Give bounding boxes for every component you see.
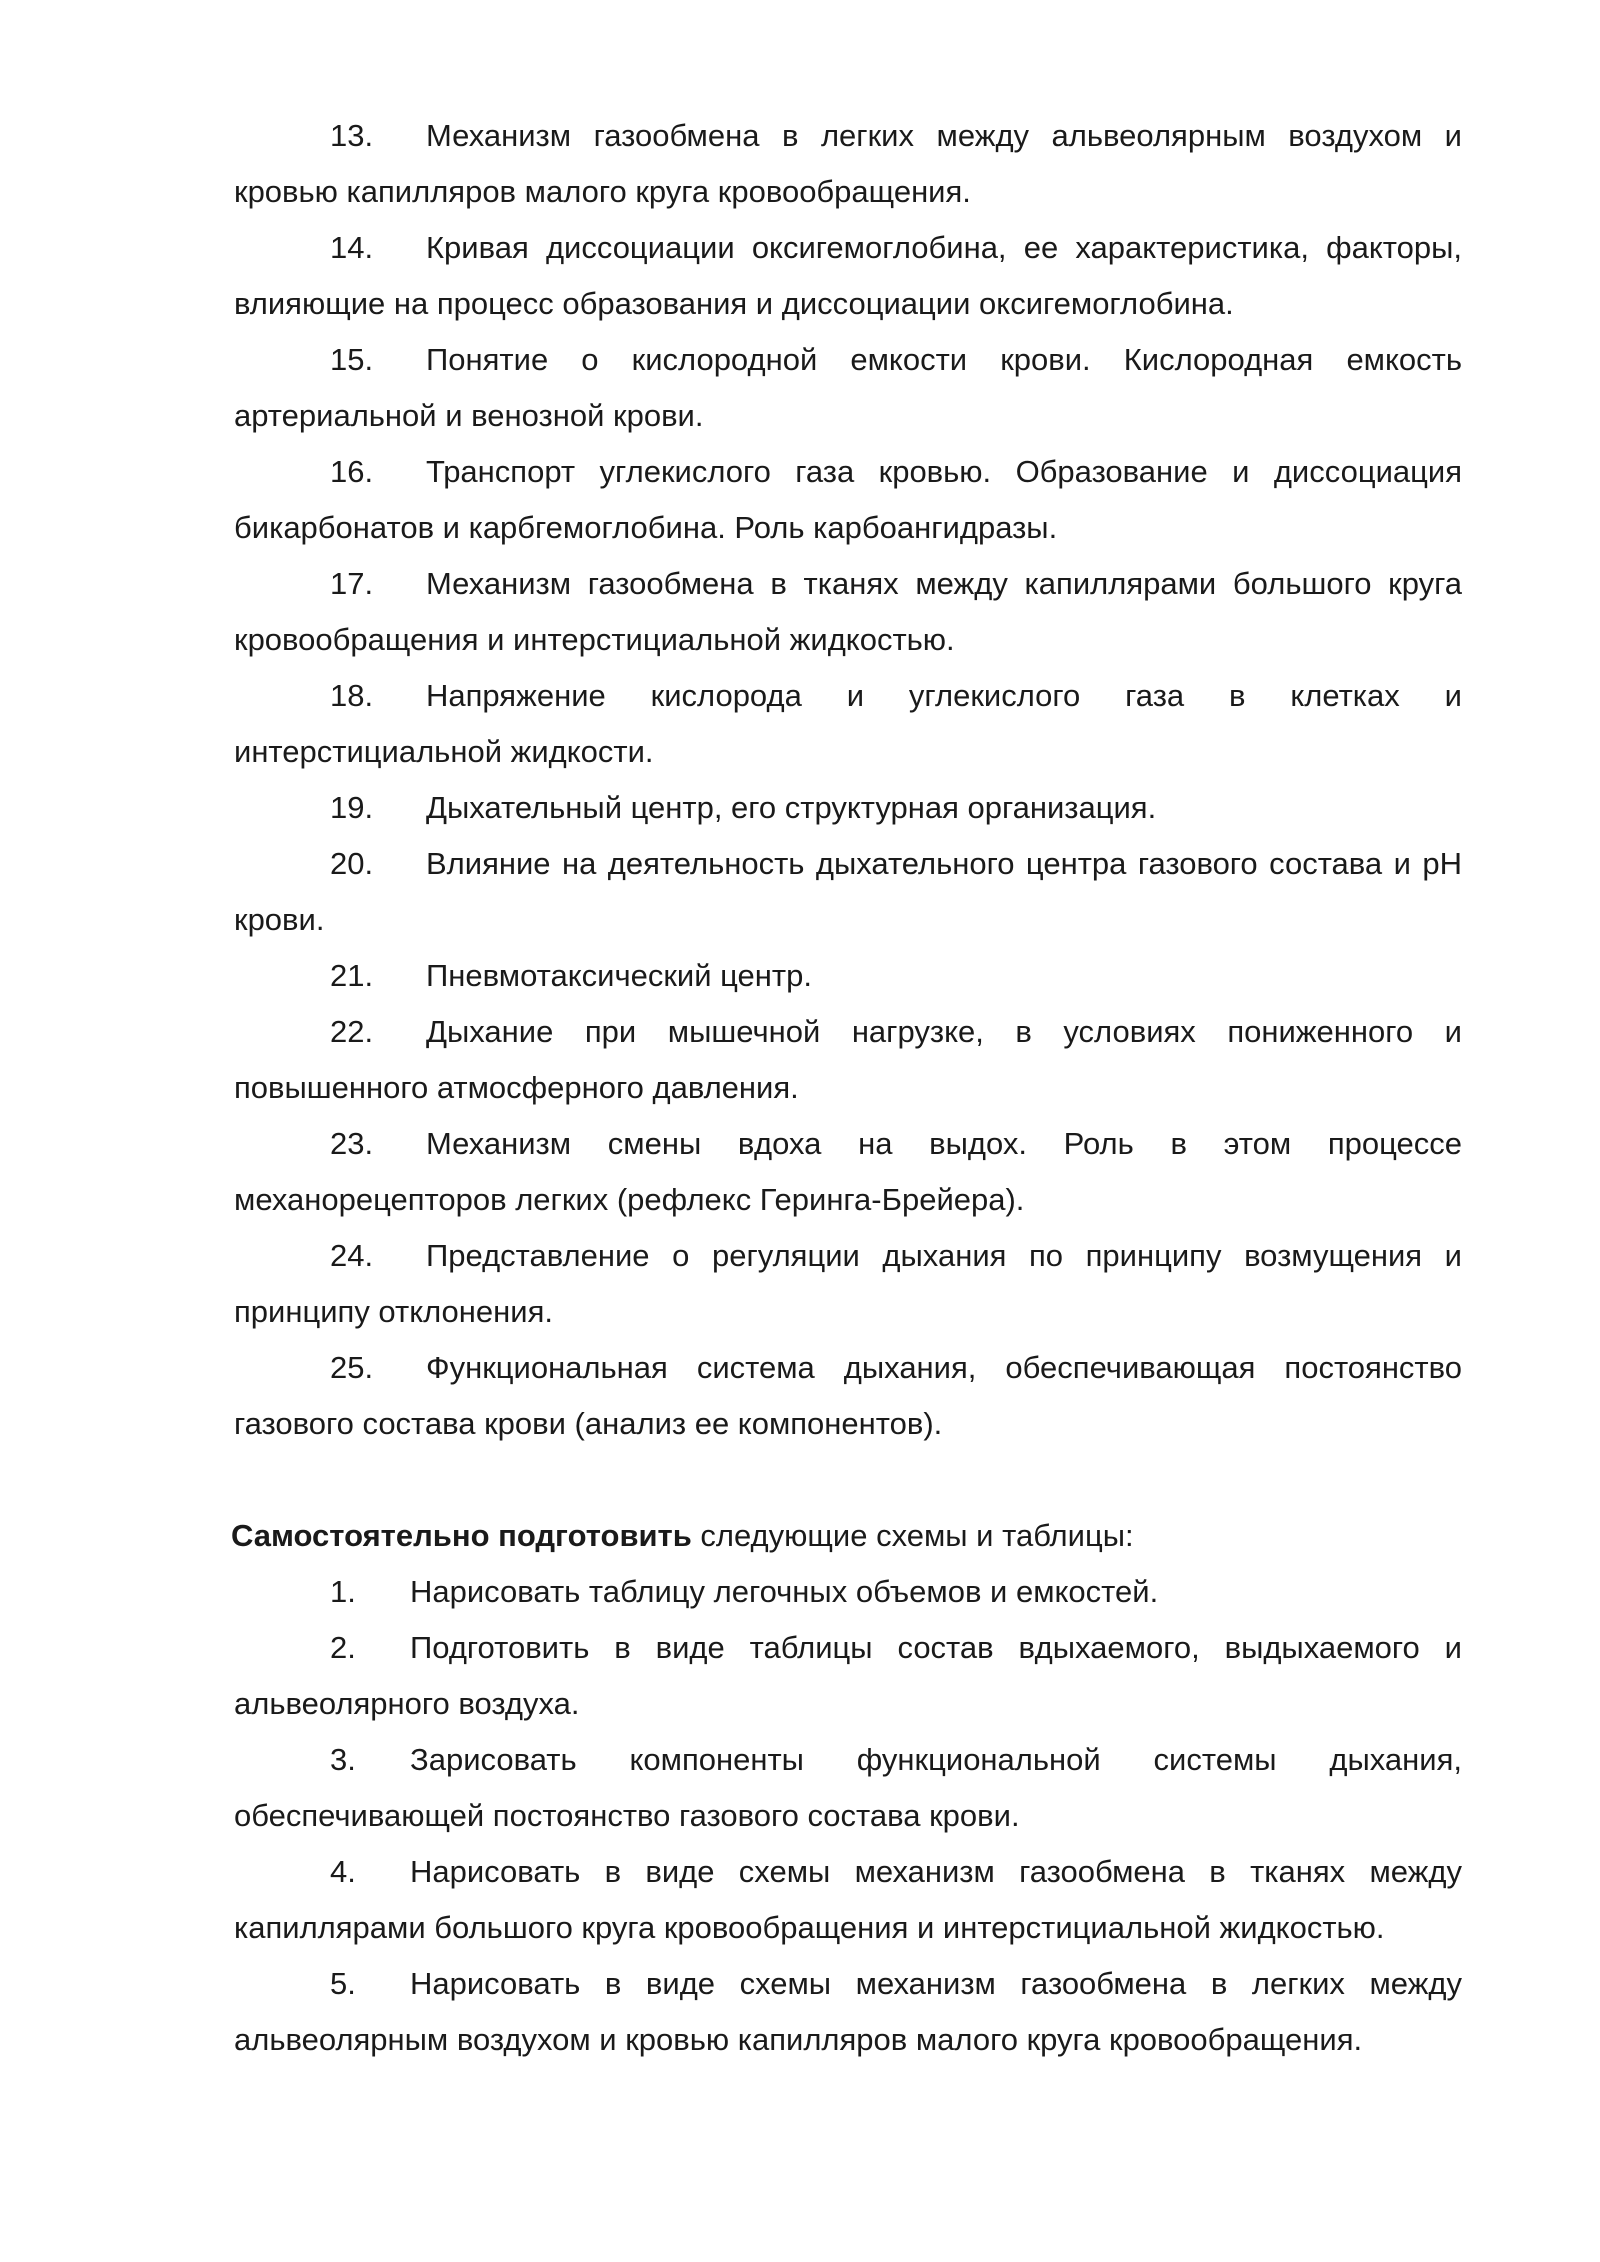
item-number: 20. [330,846,374,881]
item-number: 15. [330,342,374,377]
list-item [234,220,1462,332]
item-text: Функциональная система дыхания, обеспечивающая постоянство газового состава крови (анализ ее компонентов). [234,1350,1462,1441]
item-text: Нарисовать таблицу легочных объемов и емкостей. [410,1574,1159,1609]
list-item [234,108,1462,220]
item-text: Понятие о кислородной емкости крови. Кислородная емкость артериальной и венозной крови. [234,342,1462,433]
item-number: 3. [330,1742,356,1777]
list-item [234,1228,1462,1340]
list-item [234,1340,1462,1452]
list-item [234,556,1462,668]
list-item [234,1956,1462,2068]
item-text: Механизм газообмена в легких между альвеолярным воздухом и кровью капилляров малого круга кровообращения. [234,118,1462,209]
list-item [234,836,1462,948]
item-number: 19. [330,790,374,825]
item-number: 18. [330,678,374,713]
item-text: Напряжение кислорода и углекислого газа в клетках и интерстициальной жидкости. [234,678,1462,769]
item-number: 1. [330,1574,356,1609]
item-text: Нарисовать в виде схемы механизм газообмена в тканях между капиллярами большого круга кровообращения и интерстициальной жидкостью. [234,1854,1462,1945]
list-item [234,1620,1462,1732]
item-number: 24. [330,1238,374,1273]
item-text: Дыхание при мышечной нагрузке, в условиях пониженного и повышенного атмосферного давления. [234,1014,1462,1105]
section-heading [231,1508,1462,1564]
item-number: 25. [330,1350,374,1385]
section-heading-bold: Самостоятельно подготовить [231,1518,692,1553]
item-text: Дыхательный центр, его структурная организация. [426,790,1157,825]
list-item [234,1732,1462,1844]
list-item [234,780,1462,836]
item-text: Представление о регуляции дыхания по принципу возмущения и принципу отклонения. [234,1238,1462,1329]
item-text: Механизм смены вдоха на выдох. Роль в этом процессе механорецепторов легких (рефлекс Геринга-Брейера). [234,1126,1462,1217]
document-page [231,108,1462,2068]
item-number: 4. [330,1854,356,1889]
item-text: Механизм газообмена в тканях между капиллярами большого круга кровообращения и интерстициальной жидкостью. [234,566,1462,657]
list-item [234,332,1462,444]
section-heading-rest: следующие схемы и таблицы: [691,1518,1134,1553]
item-number: 14. [330,230,374,265]
list-item [234,1844,1462,1956]
item-number: 5. [330,1966,356,2001]
item-number: 21. [330,958,374,993]
item-number: 13. [330,118,374,153]
list-item [234,948,1462,1004]
tasks-list [234,1564,1462,2068]
list-item [234,668,1462,780]
item-text: Зарисовать компоненты функциональной системы дыхания, обеспечивающей постоянство газового состава крови. [234,1742,1462,1833]
item-number: 23. [330,1126,374,1161]
item-number: 2. [330,1630,356,1665]
list-item [234,1004,1462,1116]
list-item [234,1564,1462,1620]
list-item [234,444,1462,556]
list-item [234,1116,1462,1228]
item-text: Влияние на деятельность дыхательного центра газового состава и pH крови. [234,846,1462,937]
item-number: 17. [330,566,374,601]
item-text: Кривая диссоциации оксигемоглобина, ее характеристика, факторы, влияющие на процесс образования и диссоциации оксигемоглобина. [234,230,1462,321]
item-text: Подготовить в виде таблицы состав вдыхаемого, выдыхаемого и альвеолярного воздуха. [234,1630,1462,1721]
item-text: Нарисовать в виде схемы механизм газообмена в легких между альвеолярным воздухом и кровью капилляров малого круга кровообращения. [234,1966,1462,2057]
item-number: 22. [330,1014,374,1049]
item-text: Транспорт углекислого газа кровью. Образование и диссоциация бикарбонатов и карбгемоглобина. Роль карбоангидразы. [234,454,1462,545]
item-number: 16. [330,454,374,489]
item-text: Пневмотаксический центр. [426,958,812,993]
questions-list [234,108,1462,1452]
